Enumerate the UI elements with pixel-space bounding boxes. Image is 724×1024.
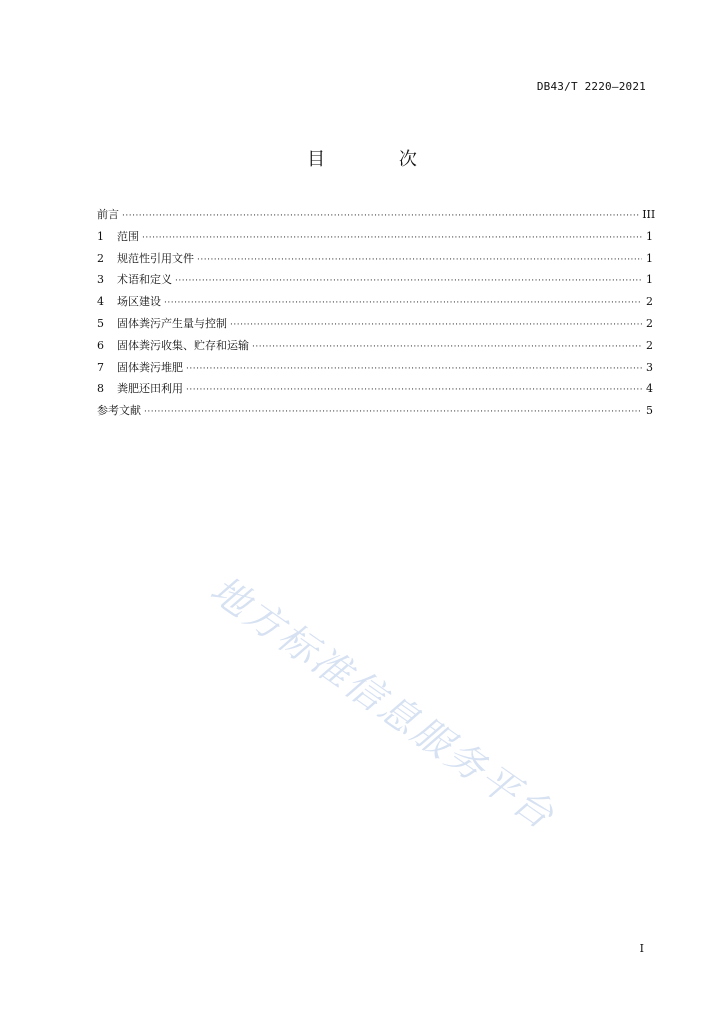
toc-entry-number: 2 xyxy=(97,251,104,265)
toc-entry-label: 术语和定义 xyxy=(117,273,172,287)
toc-leader-dots xyxy=(144,402,642,424)
toc-entry-8[interactable] xyxy=(97,378,653,400)
toc-entry-page: 1 xyxy=(646,229,653,243)
toc-entry-4[interactable] xyxy=(97,291,653,313)
toc-entry-page: 2 xyxy=(646,316,653,330)
toc-entry-label: 固体粪污堆肥 xyxy=(117,360,183,374)
toc-entry-label: 粪肥还田利用 xyxy=(117,382,183,396)
toc-entry-label: 前言 xyxy=(97,208,119,221)
toc-leader-dots xyxy=(186,359,642,381)
toc-leader-dots xyxy=(186,380,642,402)
watermark: 地方标准信息服务平台 xyxy=(202,567,564,839)
toc-entry-1[interactable] xyxy=(97,226,653,248)
toc-entry-2[interactable] xyxy=(97,248,653,270)
toc-entry-page: 1 xyxy=(646,273,653,287)
toc-entry-number: 8 xyxy=(97,382,104,396)
toc-leader-dots xyxy=(122,206,639,228)
toc-entry-number: 1 xyxy=(97,229,104,243)
toc-leader-dots xyxy=(252,337,642,359)
toc-leader-dots xyxy=(142,228,642,250)
toc-entry-number: 3 xyxy=(97,273,104,287)
toc-entry-label: 固体粪污收集、贮存和运输 xyxy=(117,338,249,352)
toc-entry-page: 2 xyxy=(646,338,653,352)
toc-entry-label: 参考文献 xyxy=(97,404,141,418)
toc-entry-number: 6 xyxy=(97,338,104,352)
table-of-contents xyxy=(97,204,656,422)
toc-entry-label: 固体粪污产生量与控制 xyxy=(117,316,227,330)
toc-entry-number: 7 xyxy=(97,360,104,374)
toc-entry-number: 4 xyxy=(97,295,104,309)
toc-leader-dots xyxy=(164,293,642,315)
toc-entry-number: 5 xyxy=(97,316,104,330)
toc-entry-3[interactable] xyxy=(97,269,653,291)
toc-title: 目 次 xyxy=(307,149,451,170)
toc-entry-page: 4 xyxy=(646,382,653,396)
toc-entry-page: 5 xyxy=(646,404,653,418)
toc-entry-label: 范围 xyxy=(117,229,139,243)
toc-entry-page: III xyxy=(642,208,656,221)
document-code: DB43/T 2220—2021 xyxy=(536,80,646,93)
toc-entry-label: 场区建设 xyxy=(117,295,161,309)
toc-entry-foreword[interactable] xyxy=(97,204,656,226)
toc-entry-references[interactable] xyxy=(97,400,653,422)
toc-entry-5[interactable] xyxy=(97,313,653,335)
toc-leader-dots xyxy=(175,271,642,293)
toc-leader-dots xyxy=(230,315,642,337)
page-number: I xyxy=(639,942,644,955)
toc-entry-label: 规范性引用文件 xyxy=(117,251,194,265)
toc-entry-page: 2 xyxy=(646,295,653,309)
toc-leader-dots xyxy=(197,250,642,272)
toc-entry-page: 3 xyxy=(646,360,653,374)
toc-entry-page: 1 xyxy=(646,251,653,265)
toc-entry-6[interactable] xyxy=(97,335,653,357)
toc-entry-7[interactable] xyxy=(97,357,653,379)
